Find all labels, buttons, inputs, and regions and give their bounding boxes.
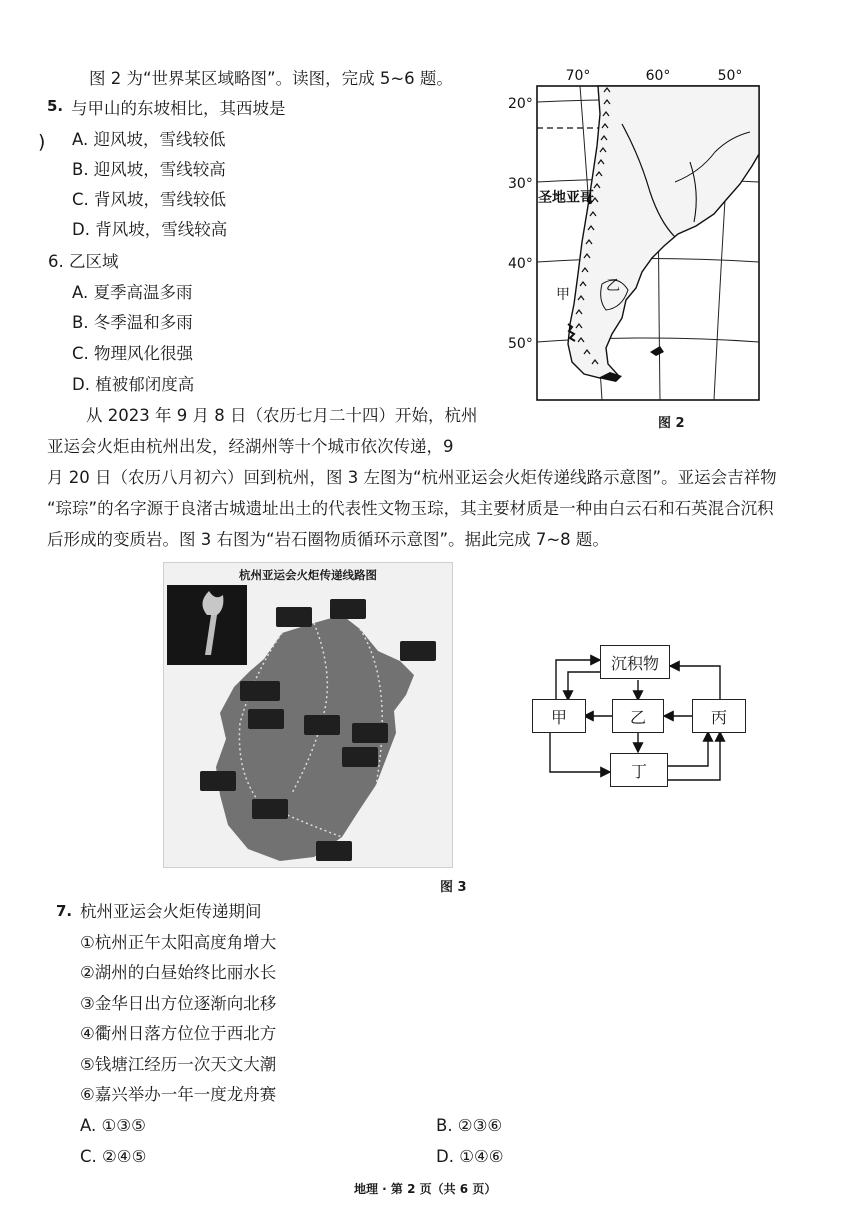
q5-side-mark: ) (38, 131, 46, 153)
q7-statement-6: ⑥嘉兴举办一年一度龙舟赛 (80, 1085, 277, 1104)
q6-option-b: B. 冬季温和多雨 (72, 313, 193, 332)
lon-label-60: 60° (645, 68, 671, 84)
city-tag (352, 723, 388, 743)
q6-option-a: A. 夏季高温多雨 (72, 283, 193, 302)
q7-statement-3: ③金华日出方位逐渐向北移 (80, 994, 277, 1013)
city-tag (276, 607, 312, 627)
lat-label-30: 30° (508, 176, 533, 192)
passage-line-3: 月 20 日（农历八月初六）回到杭州，图 3 左图为“杭州亚运会火炬传递线路示意图”。亚运会吉祥物 (47, 468, 777, 487)
figure-2-map (500, 62, 770, 407)
lat-label-20: 20° (508, 96, 533, 112)
q5-option-d: D. 背风坡，雪线较高 (72, 220, 228, 239)
q7-option-b: B. ②③⑥ (436, 1116, 503, 1135)
flow-box-yi: 乙 (612, 699, 664, 733)
q7-stem: 杭州亚运会火炬传递期间 (80, 902, 262, 921)
torch-map-title: 杭州亚运会火炬传递线路图 (239, 568, 377, 582)
q7-option-d: D. ①④⑥ (436, 1147, 504, 1166)
city-tag (304, 715, 340, 735)
q7-statement-4: ④衢州日落方位位于西北方 (80, 1024, 277, 1043)
flow-box-sediment: 沉积物 (600, 645, 670, 679)
fig3-caption: 图 3 (440, 880, 467, 895)
q7-statement-2: ②湖州的白昼始终比丽水长 (80, 963, 277, 982)
passage-line-5: 后形成的变质岩。图 3 右图为“岩石圈物质循环示意图”。据此完成 7~8 题。 (47, 530, 609, 549)
page-footer: 地理 · 第 2 页（共 6 页） (354, 1182, 497, 1196)
city-tag (316, 841, 352, 861)
label-jia: 甲 (556, 287, 570, 303)
city-tag (342, 747, 378, 767)
city-tag (248, 709, 284, 729)
q7-option-a: A. ①③⑤ (80, 1116, 146, 1135)
label-santiago: 圣地亚哥 (538, 190, 594, 206)
q7-statement-5: ⑤钱塘江经历一次天文大潮 (80, 1055, 277, 1074)
q7-statement-1: ①杭州正午太阳高度角增大 (80, 933, 277, 952)
fig2-caption: 图 2 (658, 416, 685, 431)
city-tag (252, 799, 288, 819)
city-tag (330, 599, 366, 619)
flow-box-bing: 丙 (692, 699, 746, 733)
q5-option-c: C. 背风坡，雪线较低 (72, 190, 227, 209)
lat-label-50: 50° (508, 336, 533, 352)
lon-label-70: 70° (565, 68, 591, 84)
q5-option-a: A. 迎风坡，雪线较低 (72, 130, 226, 149)
q6-option-d: D. 植被郁闭度高 (72, 375, 195, 394)
intro-fig2: 图 2 为“世界某区域略图”。读图，完成 5~6 题。 (89, 69, 453, 88)
lat-label-40: 40° (508, 256, 533, 272)
flow-box-ding: 丁 (610, 753, 668, 787)
q5-stem: 与甲山的东坡相比，其西坡是 (71, 99, 286, 118)
lon-label-50: 50° (717, 68, 743, 84)
q6-stem: 6. 乙区域 (48, 252, 119, 271)
city-tag (240, 681, 280, 701)
flow-box-jia: 甲 (532, 699, 586, 733)
q5-mark: 5. (47, 97, 64, 115)
city-tag (400, 641, 436, 661)
label-yi: 乙 (606, 278, 620, 294)
city-tag (200, 771, 236, 791)
q7-mark: 7. (56, 902, 73, 920)
passage-line-1: 从 2023 年 9 月 8 日（农历七月二十四）开始，杭州 (86, 406, 478, 425)
passage-line-2: 亚运会火炬由杭州出发，经湖州等十个城市依次传递，9 (47, 437, 454, 456)
q6-option-c: C. 物理风化很强 (72, 344, 194, 363)
q5-option-b: B. 迎风坡，雪线较高 (72, 160, 226, 179)
passage-line-4: “琮琮”的名字源于良渚古城遗址出土的代表性文物玉琮，其主要材质是一种由白云石和石英混合沉积 (47, 499, 774, 518)
torch-relay-map (163, 562, 453, 868)
q7-option-c: C. ②④⑤ (80, 1147, 147, 1166)
